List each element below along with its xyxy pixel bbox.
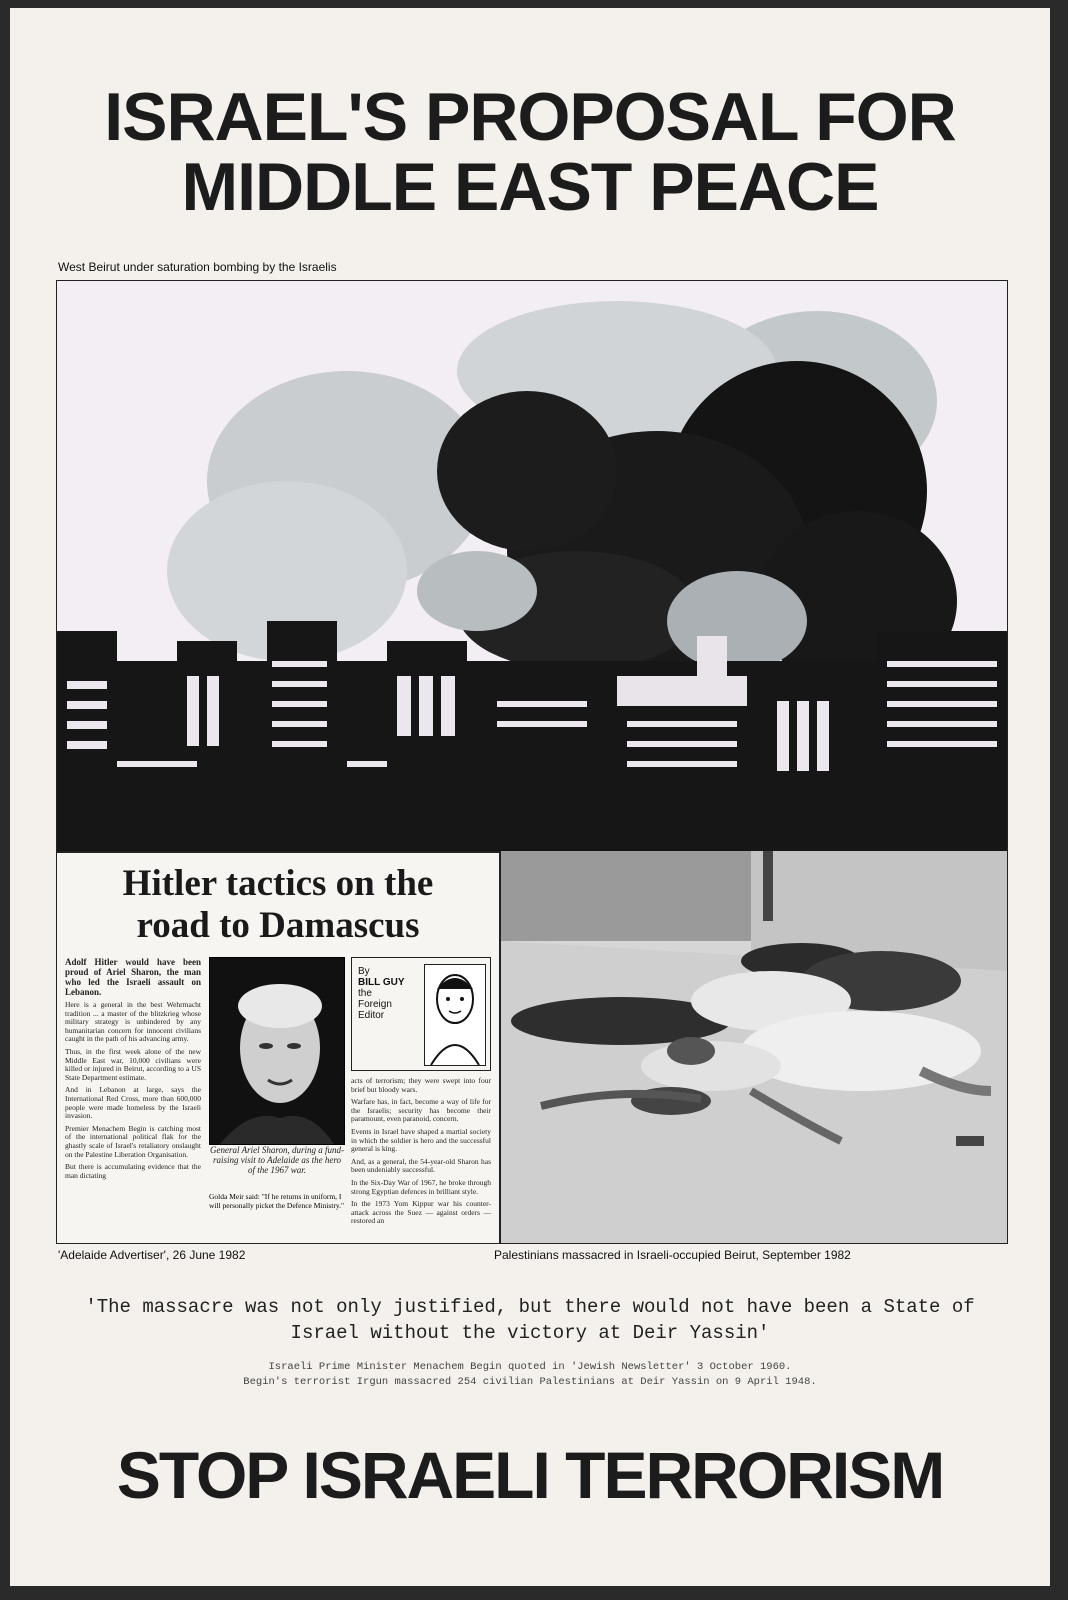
clipping-columns — [65, 957, 491, 1237]
clipping-column-3 — [351, 1077, 491, 1230]
byline-text — [358, 966, 418, 1021]
clipping-paragraph: Events in Israel have shaped a martial society in which the soldier is hero and the successful general is king. — [351, 1126, 491, 1154]
clipping-column-1 — [65, 957, 201, 1184]
massacre-photo — [501, 851, 1007, 1243]
quote-source — [50, 1360, 1010, 1390]
byline-role-3: Editor — [358, 1010, 385, 1021]
clipping-paragraph: And, as a general, the 54-year-old Sharon has been undeniably successful. — [351, 1156, 491, 1175]
clipping-source-caption: 'Adelaide Advertiser', 26 June 1982 — [58, 1248, 246, 1262]
massacre-photo-caption: Palestinians massacred in Israeli-occupied Beirut, September 1982 — [494, 1248, 851, 1262]
quote-source-line-2: Begin's terrorist Irgun massacred 254 civilian Palestinians at Deir Yassin on 9 April 1948. — [243, 1376, 817, 1388]
clipping-paragraph: Here is a general in the best Wehrmacht tradition ... a master of the blitzkrieg whose military strategy is unhindered by any humanitarian concern for innocent civilians caught in the path of his advancing army. — [65, 1000, 201, 1044]
headline-line-2: MIDDLE EAST PEACE — [181, 149, 879, 225]
clipping-paragraph: But there is accumulating evidence that the man dictating — [65, 1162, 201, 1180]
sharon-photo-caption: General Ariel Sharon, during a fund-raising visit to Adelaide as the hero of the 1967 war. — [210, 1145, 344, 1175]
clipping-paragraph: In the Six-Day War of 1967, he broke through strong Egyptian defences in brilliant style. — [351, 1177, 491, 1196]
clipping-headline — [65, 863, 491, 947]
top-photo-caption: West Beirut under saturation bombing by the Israelis — [58, 260, 337, 274]
headline-line-1: ISRAEL'S PROPOSAL FOR — [104, 79, 956, 155]
photo-collage — [56, 280, 1008, 1244]
footer-slogan: STOP ISRAELI TERRORISM — [116, 1438, 944, 1512]
headline — [10, 79, 1050, 225]
golda-meir-quote: Golda Meir said: "If he returns in uniform, I will personally picket the Defence Ministry." — [209, 1192, 345, 1210]
poster — [10, 8, 1050, 1586]
clipping-paragraph: And in Lebanon at large, says the International Red Cross, more than 600,000 people were made homeless by the Israeli invasion. — [65, 1085, 201, 1121]
sharon-portrait-photo — [209, 957, 345, 1145]
byline-box — [351, 957, 491, 1071]
byline-role-2: Foreign — [358, 999, 392, 1010]
quote-source-line-1: Israeli Prime Minister Menachem Begin quoted in 'Jewish Newsletter' 3 October 1960. — [268, 1361, 792, 1373]
clipping-headline-line-1: Hitler tactics on the — [122, 863, 434, 904]
begin-quote: 'The massacre was not only justified, but there would not have been a State of Israel without the victory at Deir Yassin' — [85, 1296, 975, 1344]
clipping-paragraph: In the 1973 Yom Kippur war his counter-attack across the Suez — against orders — restored an — [351, 1199, 491, 1226]
clipping-paragraph: Premier Menachem Begin is catching most of the international political flak for the ghastly scale of Israel's retaliatory onslaught on the Palestine Liberation Organisation. — [65, 1123, 201, 1159]
clipping-paragraph: Adolf Hitler would have been proud of Ariel Sharon, the man who led the Israeli assault on Lebanon. — [65, 957, 201, 997]
newspaper-clipping — [57, 851, 501, 1244]
byline-by: By — [358, 966, 370, 977]
byline-author: BILL GUY — [358, 977, 405, 988]
byline-role-1: the — [358, 988, 372, 999]
author-portrait-drawing — [424, 964, 486, 1066]
clipping-paragraph: Warfare has, in fact, become a way of life for the Israelis; security has become their paramount, even paranoid, concern. — [351, 1097, 491, 1124]
clipping-paragraph: Thus, in the first week alone of the new Middle East war, 10,000 civilians were killed or injured in Beirut, according to a US State Department estimate. — [65, 1046, 201, 1082]
beirut-bombing-photo — [57, 281, 1007, 851]
clipping-headline-line-2: road to Damascus — [136, 905, 420, 946]
clipping-paragraph: acts of terrorism; they were swept into four brief but bloody wars. — [351, 1076, 491, 1094]
